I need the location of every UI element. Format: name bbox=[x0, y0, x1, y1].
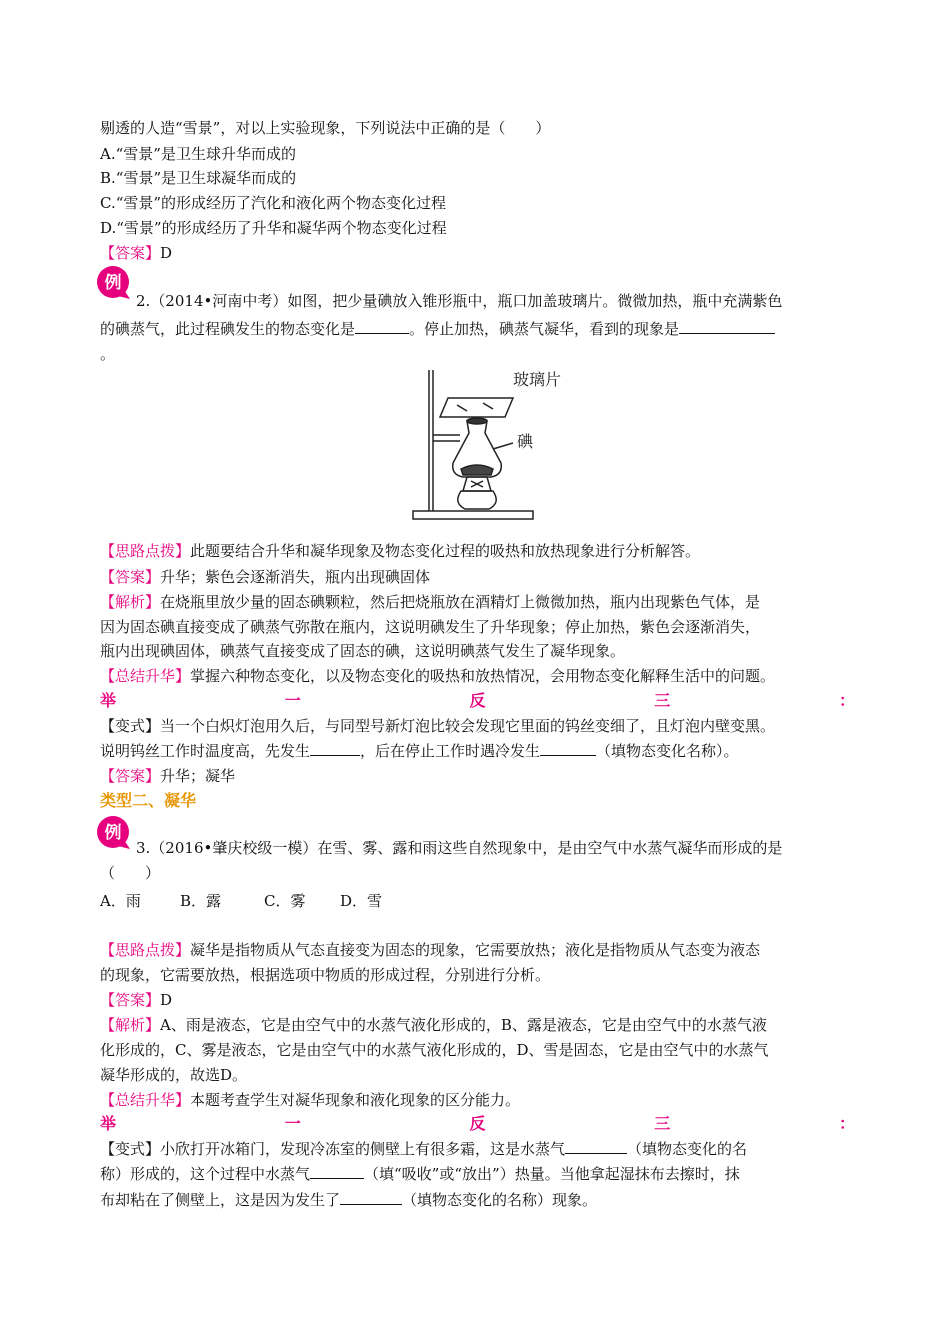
blank-1 bbox=[355, 319, 409, 334]
q3-hint: 【思路点拨】凝华是指物质从气态直接变为固态的现象，它需要放热；液化是指物质从气态变为液态 bbox=[100, 941, 761, 959]
variant1-line1: 【变式】当一个白炽灯泡用久后，与同型号新灯泡比较会发现它里面的钨丝变细了，且灯泡内壁变黑。 bbox=[100, 717, 776, 735]
blank-5 bbox=[565, 1139, 627, 1154]
practice-label: 举 一 反 三 ： bbox=[100, 691, 855, 710]
practice-label: 举 一 反 三 ： bbox=[100, 1114, 855, 1133]
label-glass-plate: 玻璃片 bbox=[513, 370, 562, 389]
variant2-line1: 【变式】小欣打开冰箱门，发现冷冻室的侧壁上有很多霜，这是水蒸气 （填物态变化的名 bbox=[100, 1140, 748, 1158]
q2-line3: 。 bbox=[100, 345, 116, 363]
iodine-experiment-figure bbox=[405, 365, 562, 525]
variant2-line3: 布却粘在了侧壁上，这是因为发生了 （填物态变化的名称）现象。 bbox=[100, 1191, 598, 1209]
q3-analysis-3: 凝华形成的，故选D。 bbox=[100, 1066, 248, 1084]
q2-analysis-2: 因为固态碘直接变成了碘蒸气弥散在瓶内，这说明碘发生了升华现象；停止加热，紫色会逐渐消失， bbox=[100, 618, 761, 636]
variant2-line2: 称）形成的，这个过程中水蒸气 （填“吸收”或“放出”）热量。当他拿起湿抹布去擦时，抹 bbox=[100, 1165, 740, 1183]
blank-2 bbox=[679, 319, 775, 334]
label-iodine: 碘 bbox=[517, 432, 534, 451]
q3-analysis-2: 化形成的，C、雾是液态，它是由空气中的水蒸气液化形成的，D、雪是固态，它是由空气中的水蒸气 bbox=[100, 1041, 769, 1059]
q1-stem: 剔透的人造“雪景”，对以上实验现象，下列说法中正确的是（ ） bbox=[100, 119, 551, 137]
q3-answer: 【答案】D bbox=[100, 991, 173, 1009]
q1-answer: 【答案】D bbox=[100, 244, 173, 262]
example-icon bbox=[96, 815, 130, 849]
q2-line1: 2.（2014•河南中考）如图，把少量碘放入锥形瓶中，瓶口加盖玻璃片。微微加热，瓶中充满紫色 bbox=[136, 292, 783, 310]
q3-line2: （ ） bbox=[100, 864, 161, 882]
example-icon-text: 例 bbox=[104, 823, 122, 843]
q2-analysis: 【解析】在烧瓶里放少量的固态碘颗粒，然后把烧瓶放在酒精灯上微微加热，瓶内出现紫色气体，是 bbox=[100, 593, 761, 611]
q3-analysis: 【解析】A、雨是液态，它是由空气中的水蒸气液化形成的，B、露是液态，它是由空气中的水蒸气液 bbox=[100, 1016, 767, 1034]
q2-line2: 的碘蒸气，此过程碘发生的物态变化是 。停止加热，碘蒸气凝华，看到的现象是 bbox=[100, 319, 775, 339]
blank-7 bbox=[340, 1190, 402, 1205]
blank-3 bbox=[310, 741, 360, 756]
q1-option-d: D.“雪景”的形成经历了升华和凝华两个物态变化过程 bbox=[100, 219, 447, 237]
q2-hint: 【思路点拨】此题要结合升华和凝华现象及物态变化过程的吸热和放热现象进行分析解答。 bbox=[100, 542, 701, 560]
q3-hint-2: 的现象，它需要放热，根据选项中物质的形成过程，分别进行分析。 bbox=[100, 966, 551, 984]
section-title: 类型二、凝华 bbox=[100, 791, 197, 810]
q3-summary: 【总结升华】本题考查学生对凝华现象和液化现象的区分能力。 bbox=[100, 1091, 521, 1109]
variant1-answer: 【答案】升华；凝华 bbox=[100, 767, 236, 785]
example-icon-text: 例 bbox=[104, 273, 122, 293]
example-icon bbox=[96, 265, 130, 299]
q3-line1: 3.（2016•肇庆校级一模）在雪、雾、露和雨这些自然现象中，是由空气中水蒸气凝华而形成的是 bbox=[136, 839, 783, 857]
q2-answer: 【答案】升华；紫色会逐渐消失，瓶内出现碘固体 bbox=[100, 568, 431, 586]
q1-option-c: C.“雪景”的形成经历了汽化和液化两个物态变化过程 bbox=[100, 194, 447, 212]
q1-option-b: B.“雪景”是卫生球凝华而成的 bbox=[100, 169, 297, 187]
variant1-line2: 说明钨丝工作时温度高，先发生 ，后在停止工作时遇冷发生 （填物态变化名称）。 bbox=[100, 742, 739, 760]
q2-analysis-3: 瓶内出现碘固体，碘蒸气直接变成了固态的碘，这说明碘蒸气发生了凝华现象。 bbox=[100, 642, 626, 660]
q3-options: A．雨 B．露 C．雾 D．雪 bbox=[100, 892, 383, 910]
q2-summary: 【总结升华】掌握六种物态变化，以及物态变化的吸热和放热情况，会用物态变化解释生活中的问题。 bbox=[100, 667, 776, 685]
blank-6 bbox=[310, 1164, 364, 1179]
q1-option-a: A.“雪景”是卫生球升华而成的 bbox=[100, 145, 296, 163]
blank-4 bbox=[540, 741, 596, 756]
